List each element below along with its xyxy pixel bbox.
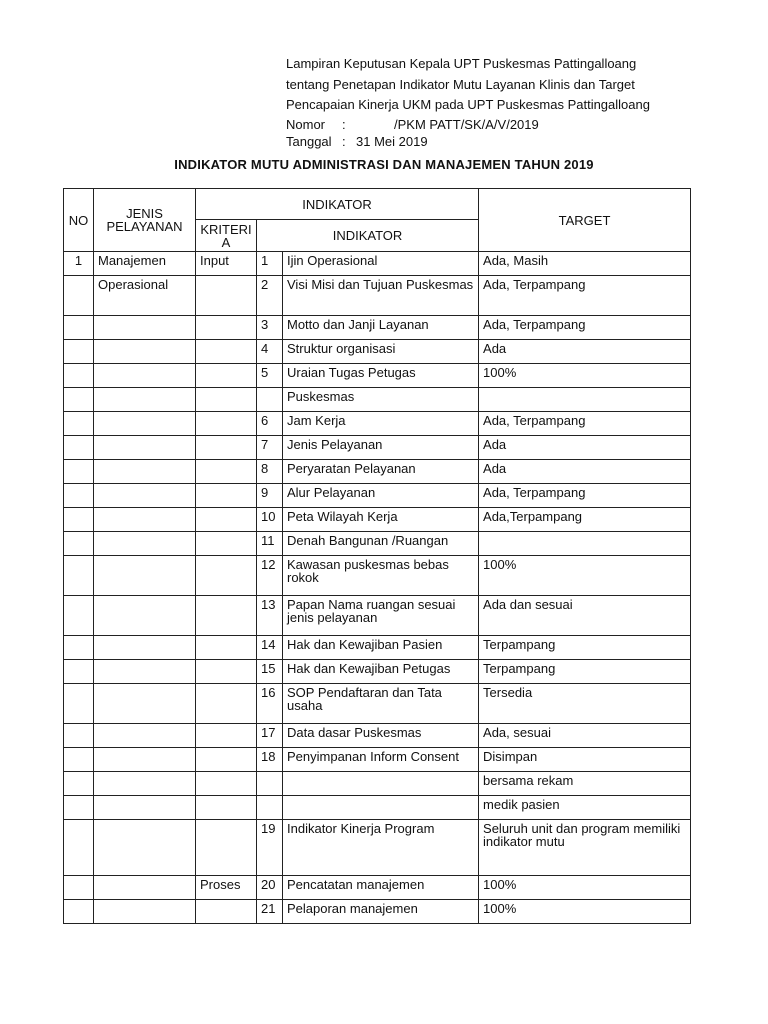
cell-kriteria: Input — [196, 252, 257, 276]
table-row — [64, 412, 691, 436]
cell-indikator: Data dasar Puskesmas — [283, 724, 479, 748]
cell-indicator-number: 9 — [257, 484, 283, 508]
cell-indikator: Struktur organisasi — [283, 340, 479, 364]
cell-indikator: Penyimpanan Inform Consent — [283, 748, 479, 772]
cell-target: Ada, Terpampang — [479, 412, 691, 436]
table-row — [64, 660, 691, 684]
cell-indicator-number: 12 — [257, 556, 283, 596]
cell-kriteria — [196, 316, 257, 340]
cell-indikator: Denah Bangunan /Ruangan — [283, 532, 479, 556]
indicator-table — [63, 188, 691, 924]
header-line-2: tentang Penetapan Indikator Mutu Layanan Klinis dan Target — [286, 76, 635, 92]
header-indikator-group: INDIKATOR — [196, 189, 479, 220]
cell-target: 100% — [479, 364, 691, 388]
cell-target: Ada — [479, 436, 691, 460]
table-row — [64, 796, 691, 820]
nomor-value: /PKM PATT/SK/A/V/2019 — [394, 116, 539, 132]
cell-no — [64, 316, 94, 340]
tanggal-value: 31 Mei 2019 — [356, 133, 428, 149]
cell-no — [64, 436, 94, 460]
cell-indicator-number: 4 — [257, 340, 283, 364]
cell-jenis-pelayanan — [94, 364, 196, 388]
table-row — [64, 636, 691, 660]
cell-no: 1 — [64, 252, 94, 276]
cell-kriteria — [196, 412, 257, 436]
cell-jenis-pelayanan — [94, 532, 196, 556]
header-kriteria: KRITERI A — [196, 220, 257, 252]
table-row — [64, 772, 691, 796]
table-row — [64, 508, 691, 532]
cell-target: Ada, Terpampang — [479, 316, 691, 340]
cell-jenis-pelayanan — [94, 876, 196, 900]
cell-indikator: Visi Misi dan Tujuan Puskesmas — [283, 276, 479, 316]
table-row — [64, 364, 691, 388]
cell-kriteria — [196, 276, 257, 316]
cell-jenis-pelayanan — [94, 436, 196, 460]
header-indikator: INDIKATOR — [257, 220, 479, 252]
cell-no — [64, 532, 94, 556]
cell-indikator: Alur Pelayanan — [283, 484, 479, 508]
table-row — [64, 388, 691, 412]
cell-no — [64, 508, 94, 532]
table-row — [64, 532, 691, 556]
cell-target: 100% — [479, 876, 691, 900]
cell-jenis-pelayanan — [94, 796, 196, 820]
table-row — [64, 748, 691, 772]
cell-kriteria — [196, 684, 257, 724]
cell-target: Ada, Masih — [479, 252, 691, 276]
cell-indicator-number: 18 — [257, 748, 283, 772]
table-row — [64, 724, 691, 748]
table-row — [64, 556, 691, 596]
cell-kriteria — [196, 796, 257, 820]
cell-indicator-number: 6 — [257, 412, 283, 436]
table-row — [64, 316, 691, 340]
cell-indicator-number: 7 — [257, 436, 283, 460]
cell-jenis-pelayanan — [94, 820, 196, 876]
cell-no — [64, 596, 94, 636]
cell-indicator-number — [257, 796, 283, 820]
cell-no — [64, 412, 94, 436]
cell-jenis-pelayanan — [94, 724, 196, 748]
cell-target: 100% — [479, 556, 691, 596]
header-line-3: Pencapaian Kinerja UKM pada UPT Puskesmas Pattingalloang — [286, 97, 650, 112]
table-row — [64, 484, 691, 508]
cell-no — [64, 556, 94, 596]
cell-kriteria — [196, 460, 257, 484]
cell-target: Disimpan — [479, 748, 691, 772]
cell-indikator: Kawasan puskesmas bebas rokok — [283, 556, 479, 596]
cell-kriteria — [196, 364, 257, 388]
cell-target — [479, 388, 691, 412]
cell-indikator: Pelaporan manajemen — [283, 900, 479, 924]
document-header — [286, 54, 756, 150]
cell-target: Terpampang — [479, 636, 691, 660]
tanggal-row — [286, 133, 756, 150]
cell-no — [64, 876, 94, 900]
cell-kriteria — [196, 340, 257, 364]
cell-indicator-number: 5 — [257, 364, 283, 388]
cell-indikator: Ijin Operasional — [283, 252, 479, 276]
cell-target: Terpampang — [479, 660, 691, 684]
cell-indicator-number: 15 — [257, 660, 283, 684]
header-line-1: Lampiran Keputusan Kepala UPT Puskesmas Pattingalloang — [286, 56, 637, 71]
cell-jenis-pelayanan — [94, 340, 196, 364]
cell-jenis-pelayanan — [94, 596, 196, 636]
cell-target — [479, 532, 691, 556]
cell-jenis-pelayanan: Operasional — [94, 276, 196, 316]
cell-indicator-number: 10 — [257, 508, 283, 532]
cell-indicator-number: 17 — [257, 724, 283, 748]
cell-kriteria — [196, 772, 257, 796]
cell-indikator: Indikator Kinerja Program — [283, 820, 479, 876]
cell-no — [64, 460, 94, 484]
cell-indicator-number — [257, 388, 283, 412]
cell-kriteria — [196, 660, 257, 684]
cell-no — [64, 364, 94, 388]
document-title: INDIKATOR MUTU ADMINISTRASI DAN MANAJEMEN TAHUN 2019 — [174, 157, 594, 172]
cell-indicator-number — [257, 772, 283, 796]
cell-no — [64, 660, 94, 684]
cell-target: Tersedia — [479, 684, 691, 724]
cell-no — [64, 484, 94, 508]
cell-indikator: Peryaratan Pelayanan — [283, 460, 479, 484]
header-target: TARGET — [479, 189, 691, 252]
cell-kriteria: Proses — [196, 876, 257, 900]
cell-jenis-pelayanan — [94, 684, 196, 724]
table-row — [64, 460, 691, 484]
cell-indicator-number: 19 — [257, 820, 283, 876]
cell-indikator: Pencatatan manajemen — [283, 876, 479, 900]
cell-indikator: Motto dan Janji Layanan — [283, 316, 479, 340]
cell-kriteria — [196, 532, 257, 556]
cell-no — [64, 772, 94, 796]
cell-kriteria — [196, 900, 257, 924]
cell-no — [64, 684, 94, 724]
cell-kriteria — [196, 748, 257, 772]
cell-jenis-pelayanan — [94, 556, 196, 596]
cell-jenis-pelayanan — [94, 508, 196, 532]
cell-kriteria — [196, 596, 257, 636]
cell-no — [64, 796, 94, 820]
cell-indicator-number: 11 — [257, 532, 283, 556]
cell-no — [64, 748, 94, 772]
table-row — [64, 596, 691, 636]
cell-indikator: Jam Kerja — [283, 412, 479, 436]
cell-jenis-pelayanan — [94, 460, 196, 484]
cell-no — [64, 820, 94, 876]
cell-indicator-number: 20 — [257, 876, 283, 900]
cell-target: medik pasien — [479, 796, 691, 820]
cell-target: Ada, sesuai — [479, 724, 691, 748]
table-row — [64, 876, 691, 900]
table-row — [64, 900, 691, 924]
cell-kriteria — [196, 508, 257, 532]
cell-indicator-number: 2 — [257, 276, 283, 316]
cell-indikator: Hak dan Kewajiban Petugas — [283, 660, 479, 684]
cell-target: 100% — [479, 900, 691, 924]
cell-target: Ada — [479, 460, 691, 484]
cell-indicator-number: 1 — [257, 252, 283, 276]
cell-jenis-pelayanan — [94, 316, 196, 340]
cell-jenis-pelayanan — [94, 772, 196, 796]
cell-indicator-number: 13 — [257, 596, 283, 636]
table-row — [64, 820, 691, 876]
cell-jenis-pelayanan — [94, 636, 196, 660]
cell-target: bersama rekam — [479, 772, 691, 796]
header-no: NO — [64, 189, 94, 252]
cell-target: Seluruh unit dan program memiliki indikator mutu — [479, 820, 691, 876]
cell-kriteria — [196, 820, 257, 876]
cell-indikator — [283, 796, 479, 820]
cell-target: Ada dan sesuai — [479, 596, 691, 636]
nomor-row — [286, 116, 756, 133]
cell-kriteria — [196, 484, 257, 508]
cell-indicator-number: 21 — [257, 900, 283, 924]
cell-indicator-number: 14 — [257, 636, 283, 660]
nomor-label: Nomor — [286, 116, 326, 132]
cell-target: Ada, Terpampang — [479, 276, 691, 316]
table-body — [64, 252, 691, 924]
table-row — [64, 684, 691, 724]
cell-no — [64, 340, 94, 364]
cell-indikator: Hak dan Kewajiban Pasien — [283, 636, 479, 660]
cell-jenis-pelayanan — [94, 748, 196, 772]
cell-indikator: Peta Wilayah Kerja — [283, 508, 479, 532]
cell-target: Ada, Terpampang — [479, 484, 691, 508]
cell-no — [64, 900, 94, 924]
cell-no — [64, 724, 94, 748]
cell-indikator: Puskesmas — [283, 388, 479, 412]
tanggal-label: Tanggal — [286, 133, 332, 149]
cell-kriteria — [196, 724, 257, 748]
cell-kriteria — [196, 436, 257, 460]
cell-jenis-pelayanan — [94, 900, 196, 924]
table-row — [64, 276, 691, 316]
cell-target: Ada,Terpampang — [479, 508, 691, 532]
table-row — [64, 436, 691, 460]
cell-no — [64, 388, 94, 412]
cell-jenis-pelayanan — [94, 412, 196, 436]
cell-indikator: Papan Nama ruangan sesuai jenis pelayanan — [283, 596, 479, 636]
cell-jenis-pelayanan — [94, 484, 196, 508]
cell-indicator-number: 16 — [257, 684, 283, 724]
cell-kriteria — [196, 556, 257, 596]
cell-jenis-pelayanan — [94, 388, 196, 412]
table-row — [64, 340, 691, 364]
nomor-separator: : — [342, 116, 346, 132]
cell-no — [64, 636, 94, 660]
cell-indikator — [283, 772, 479, 796]
cell-kriteria — [196, 388, 257, 412]
cell-kriteria — [196, 636, 257, 660]
table-row — [64, 252, 691, 276]
tanggal-separator: : — [342, 133, 346, 149]
cell-indikator: Jenis Pelayanan — [283, 436, 479, 460]
cell-indicator-number: 8 — [257, 460, 283, 484]
cell-indicator-number: 3 — [257, 316, 283, 340]
cell-jenis-pelayanan: Manajemen — [94, 252, 196, 276]
cell-target: Ada — [479, 340, 691, 364]
header-jenis-pelayanan: JENIS PELAYANAN — [94, 189, 196, 252]
cell-indikator: Uraian Tugas Petugas — [283, 364, 479, 388]
cell-jenis-pelayanan — [94, 660, 196, 684]
cell-no — [64, 276, 94, 316]
cell-indikator: SOP Pendaftaran dan Tata usaha — [283, 684, 479, 724]
